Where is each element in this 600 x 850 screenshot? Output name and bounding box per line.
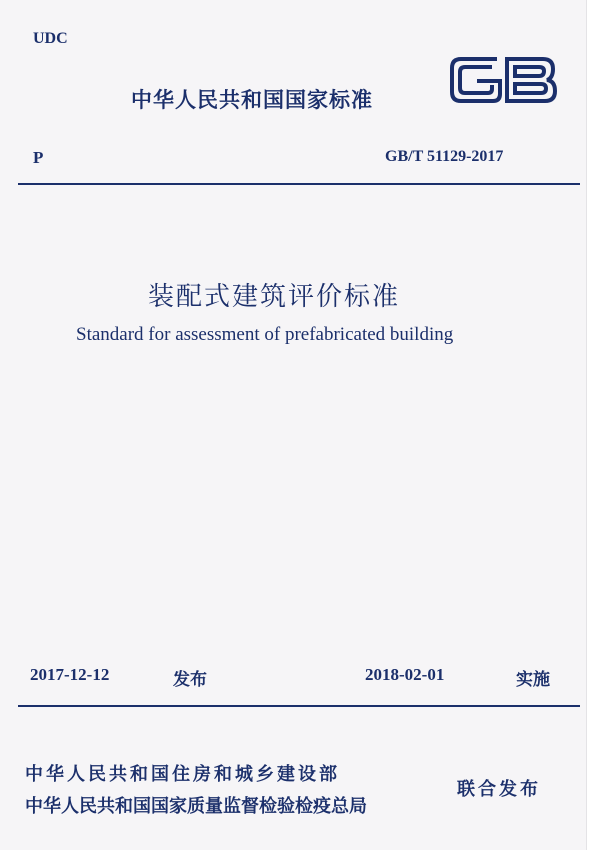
gb-logo-icon	[447, 49, 561, 111]
title-chinese: 装配式建筑评价标准	[148, 282, 401, 312]
title-english: Standard for assessment of prefabricated building	[76, 324, 454, 345]
publisher-aqsiq: 中华人民共和国国家质量监督检验检疫总局	[25, 796, 367, 817]
implementation-label: 实施	[516, 670, 550, 690]
top-divider	[18, 183, 580, 185]
udc-label: UDC	[33, 30, 68, 47]
issue-label: 发布	[173, 670, 207, 690]
classification-code: P	[33, 148, 44, 167]
issue-date: 2017-12-12	[30, 665, 110, 684]
standard-number: GB/T 51129-2017	[385, 148, 504, 165]
implementation-date: 2018-02-01	[365, 665, 445, 684]
joint-issue-label: 联合发布	[457, 779, 541, 800]
bottom-divider	[18, 705, 580, 707]
publisher-ministry-housing: 中华人民共和国住房和城乡建设部	[25, 764, 340, 785]
issuer-title: 中华人民共和国国家标准	[131, 88, 373, 112]
